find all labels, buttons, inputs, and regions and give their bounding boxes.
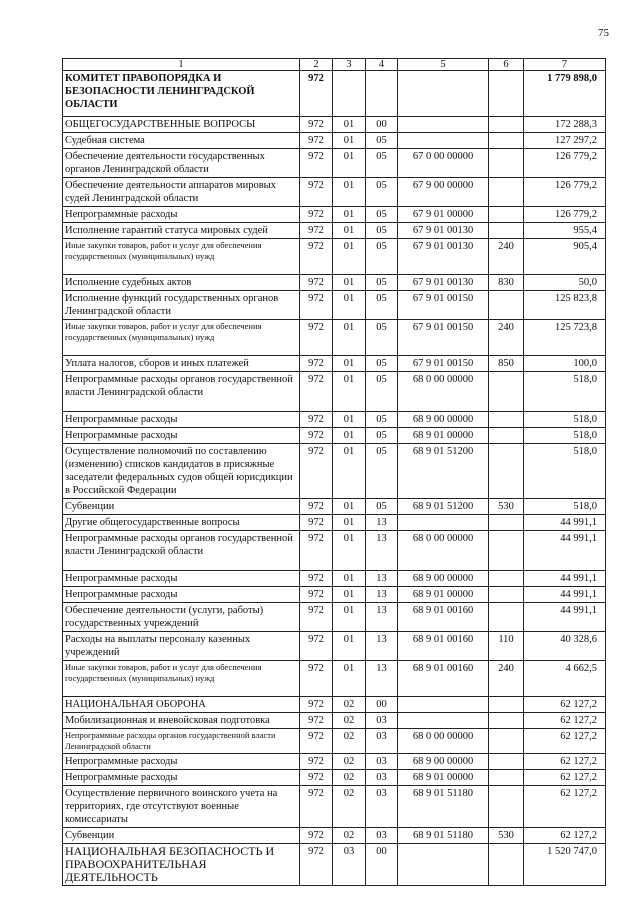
header-cell: 5: [398, 59, 489, 71]
code-cell: 972: [300, 754, 333, 770]
code-cell: 972: [300, 178, 333, 207]
expense-type-cell: 240: [489, 239, 524, 275]
expense-type-cell: [489, 571, 524, 587]
code-cell: 972: [300, 729, 333, 754]
header-cell: 2: [300, 59, 333, 71]
table-row: [63, 531, 606, 571]
section-cell: 01: [333, 223, 366, 239]
header-cell: 7: [524, 59, 606, 71]
budget-table: [62, 58, 606, 886]
target-article-cell: 68 0 00 00000: [398, 531, 489, 571]
item-name-cell: Иные закупки товаров, работ и услуг для обеспечения государственных (муниципальных) нужд: [63, 320, 300, 356]
table-row: [63, 571, 606, 587]
amount-cell: 44 991,1: [524, 571, 606, 587]
expense-type-cell: [489, 412, 524, 428]
code-cell: 972: [300, 239, 333, 275]
target-article-cell: 67 9 01 00000: [398, 207, 489, 223]
amount-cell: 4 662,5: [524, 661, 606, 697]
section-cell: 01: [333, 149, 366, 178]
table-row: [63, 320, 606, 356]
table-row: [63, 729, 606, 754]
section-cell: 02: [333, 770, 366, 786]
table-row: [63, 412, 606, 428]
subsection-cell: 05: [366, 149, 398, 178]
code-cell: 972: [300, 117, 333, 133]
section-cell: 02: [333, 713, 366, 729]
code-cell: 972: [300, 713, 333, 729]
amount-cell: 44 991,1: [524, 515, 606, 531]
subsection-cell: 00: [366, 844, 398, 886]
code-cell: 972: [300, 661, 333, 697]
subsection-cell: 13: [366, 603, 398, 632]
subsection-cell: 13: [366, 661, 398, 697]
item-name-cell: НАЦИОНАЛЬНАЯ ОБОРОНА: [63, 697, 300, 713]
section-cell: 01: [333, 515, 366, 531]
target-article-cell: 67 9 01 00150: [398, 356, 489, 372]
target-article-cell: 67 9 01 00130: [398, 223, 489, 239]
section-cell: 01: [333, 178, 366, 207]
expense-type-cell: [489, 697, 524, 713]
amount-cell: 62 127,2: [524, 729, 606, 754]
code-cell: 972: [300, 571, 333, 587]
code-cell: 972: [300, 133, 333, 149]
code-cell: 972: [300, 275, 333, 291]
subsection-cell: 13: [366, 632, 398, 661]
target-article-cell: [398, 71, 489, 117]
code-cell: 972: [300, 603, 333, 632]
item-name-cell: Уплата налогов, сборов и иных платежей: [63, 356, 300, 372]
table-row: [63, 372, 606, 412]
subsection-cell: 03: [366, 770, 398, 786]
item-name-cell: Исполнение судебных актов: [63, 275, 300, 291]
section-cell: 02: [333, 828, 366, 844]
amount-cell: 955,4: [524, 223, 606, 239]
expense-type-cell: [489, 729, 524, 754]
code-cell: 972: [300, 320, 333, 356]
subsection-cell: 05: [366, 372, 398, 412]
item-name-cell: Непрограммные расходы: [63, 587, 300, 603]
section-cell: 01: [333, 632, 366, 661]
table-row: [63, 754, 606, 770]
target-article-cell: 68 9 01 00160: [398, 632, 489, 661]
table-row: [63, 149, 606, 178]
table-header-row: [63, 59, 606, 71]
code-cell: 972: [300, 291, 333, 320]
table-row: [63, 428, 606, 444]
subsection-cell: 13: [366, 515, 398, 531]
expense-type-cell: [489, 178, 524, 207]
table-row: [63, 661, 606, 697]
amount-cell: 62 127,2: [524, 828, 606, 844]
code-cell: 972: [300, 697, 333, 713]
target-article-cell: 68 9 01 00000: [398, 770, 489, 786]
expense-type-cell: [489, 770, 524, 786]
item-name-cell: Непрограммные расходы: [63, 770, 300, 786]
target-article-cell: 68 9 01 00160: [398, 661, 489, 697]
amount-cell: 50,0: [524, 275, 606, 291]
code-cell: 972: [300, 844, 333, 886]
item-name-cell: Исполнение функций государственных органов Ленинградской области: [63, 291, 300, 320]
item-name-cell: Исполнение гарантий статуса мировых судей: [63, 223, 300, 239]
subsection-cell: 00: [366, 697, 398, 713]
header-cell: 1: [63, 59, 300, 71]
expense-type-cell: [489, 291, 524, 320]
section-cell: [333, 71, 366, 117]
item-name-cell: Осуществление полномочий по составлению (изменению) списков кандидатов в присяжные заседатели федеральных судов общей юрисдикции в Российской Федерации: [63, 444, 300, 499]
table-row: [63, 444, 606, 499]
subsection-cell: 05: [366, 275, 398, 291]
subsection-cell: 05: [366, 239, 398, 275]
item-name-cell: Иные закупки товаров, работ и услуг для обеспечения государственных (муниципальных) нужд: [63, 661, 300, 697]
code-cell: 972: [300, 428, 333, 444]
amount-cell: 518,0: [524, 428, 606, 444]
amount-cell: 44 991,1: [524, 603, 606, 632]
code-cell: 972: [300, 786, 333, 828]
subsection-cell: 05: [366, 499, 398, 515]
section-cell: 01: [333, 372, 366, 412]
amount-cell: 62 127,2: [524, 713, 606, 729]
section-cell: 01: [333, 531, 366, 571]
item-name-cell: Осуществление первичного воинского учета на территориях, где отсутствуют военные комиссариаты: [63, 786, 300, 828]
expense-type-cell: 850: [489, 356, 524, 372]
target-article-cell: 67 9 01 00150: [398, 320, 489, 356]
code-cell: 972: [300, 372, 333, 412]
header-cell: 6: [489, 59, 524, 71]
amount-cell: 127 297,2: [524, 133, 606, 149]
amount-cell: 126 779,2: [524, 207, 606, 223]
table-row: [63, 697, 606, 713]
target-article-cell: 68 9 01 00000: [398, 428, 489, 444]
item-name-cell: Непрограммные расходы органов государственной власти Ленинградской области: [63, 372, 300, 412]
item-name-cell: Иные закупки товаров, работ и услуг для обеспечения государственных (муниципальных) нужд: [63, 239, 300, 275]
subsection-cell: 05: [366, 133, 398, 149]
expense-type-cell: [489, 71, 524, 117]
table-row: [63, 239, 606, 275]
table-row: [63, 828, 606, 844]
target-article-cell: 68 9 01 51180: [398, 786, 489, 828]
item-name-cell: Обеспечение деятельности аппаратов мировых судей Ленинградской области: [63, 178, 300, 207]
expense-type-cell: [489, 603, 524, 632]
subsection-cell: [366, 71, 398, 117]
subsection-cell: 03: [366, 713, 398, 729]
item-name-cell: ОБЩЕГОСУДАРСТВЕННЫЕ ВОПРОСЫ: [63, 117, 300, 133]
subsection-cell: 05: [366, 412, 398, 428]
table-row: [63, 71, 606, 117]
expense-type-cell: [489, 786, 524, 828]
section-cell: 01: [333, 661, 366, 697]
item-name-cell: Непрограммные расходы: [63, 207, 300, 223]
code-cell: 972: [300, 223, 333, 239]
subsection-cell: 05: [366, 356, 398, 372]
section-cell: 01: [333, 356, 366, 372]
code-cell: 972: [300, 587, 333, 603]
item-name-cell: Непрограммные расходы органов государственной власти Ленинградской области: [63, 729, 300, 754]
amount-cell: 518,0: [524, 412, 606, 428]
code-cell: 972: [300, 444, 333, 499]
table-row: [63, 133, 606, 149]
expense-type-cell: 530: [489, 499, 524, 515]
amount-cell: 100,0: [524, 356, 606, 372]
section-cell: 01: [333, 603, 366, 632]
expense-type-cell: 240: [489, 661, 524, 697]
subsection-cell: 05: [366, 428, 398, 444]
table-row: [63, 178, 606, 207]
expense-type-cell: [489, 531, 524, 571]
code-cell: 972: [300, 412, 333, 428]
table-row: [63, 356, 606, 372]
table-row: [63, 207, 606, 223]
table-row: [63, 587, 606, 603]
amount-cell: 125 723,8: [524, 320, 606, 356]
table-row: [63, 770, 606, 786]
expense-type-cell: [489, 754, 524, 770]
target-article-cell: 68 9 01 00000: [398, 587, 489, 603]
code-cell: 972: [300, 828, 333, 844]
table-row: [63, 515, 606, 531]
section-cell: 01: [333, 412, 366, 428]
target-article-cell: [398, 117, 489, 133]
target-article-cell: 68 9 01 51200: [398, 444, 489, 499]
item-name-cell: Обеспечение деятельности (услуги, работы) государственных учреждений: [63, 603, 300, 632]
amount-cell: 44 991,1: [524, 531, 606, 571]
target-article-cell: 67 9 01 00150: [398, 291, 489, 320]
section-cell: 02: [333, 697, 366, 713]
subsection-cell: 13: [366, 531, 398, 571]
amount-cell: 125 823,8: [524, 291, 606, 320]
target-article-cell: 68 9 01 51200: [398, 499, 489, 515]
target-article-cell: 68 9 01 00160: [398, 603, 489, 632]
amount-cell: 62 127,2: [524, 754, 606, 770]
item-name-cell: Расходы на выплаты персоналу казенных учреждений: [63, 632, 300, 661]
expense-type-cell: 530: [489, 828, 524, 844]
table-row: [63, 786, 606, 828]
code-cell: 972: [300, 71, 333, 117]
target-article-cell: [398, 713, 489, 729]
item-name-cell: Мобилизационная и вневойсковая подготовка: [63, 713, 300, 729]
header-cell: 4: [366, 59, 398, 71]
expense-type-cell: 110: [489, 632, 524, 661]
section-cell: 01: [333, 207, 366, 223]
amount-cell: 172 288,3: [524, 117, 606, 133]
table-row: [63, 844, 606, 886]
expense-type-cell: [489, 444, 524, 499]
item-name-cell: Другие общегосударственные вопросы: [63, 515, 300, 531]
amount-cell: 1 520 747,0: [524, 844, 606, 886]
item-name-cell: Субвенции: [63, 828, 300, 844]
expense-type-cell: [489, 149, 524, 178]
expense-type-cell: [489, 117, 524, 133]
expense-type-cell: [489, 133, 524, 149]
item-name-cell: Непрограммные расходы: [63, 571, 300, 587]
subsection-cell: 05: [366, 291, 398, 320]
table-row: [63, 275, 606, 291]
table-row: [63, 117, 606, 133]
code-cell: 972: [300, 149, 333, 178]
code-cell: 972: [300, 770, 333, 786]
code-cell: 972: [300, 515, 333, 531]
subsection-cell: 03: [366, 729, 398, 754]
target-article-cell: [398, 697, 489, 713]
header-cell: 3: [333, 59, 366, 71]
target-article-cell: 68 9 00 00000: [398, 571, 489, 587]
code-cell: 972: [300, 499, 333, 515]
target-article-cell: 68 9 00 00000: [398, 754, 489, 770]
subsection-cell: 05: [366, 207, 398, 223]
item-name-cell: Непрограммные расходы органов государственной власти Ленинградской области: [63, 531, 300, 571]
amount-cell: 518,0: [524, 372, 606, 412]
amount-cell: 62 127,2: [524, 770, 606, 786]
subsection-cell: 00: [366, 117, 398, 133]
amount-cell: 1 779 898,0: [524, 71, 606, 117]
expense-type-cell: [489, 587, 524, 603]
section-cell: 02: [333, 754, 366, 770]
section-cell: 01: [333, 133, 366, 149]
target-article-cell: 68 9 01 51180: [398, 828, 489, 844]
subsection-cell: 05: [366, 178, 398, 207]
target-article-cell: 67 0 00 00000: [398, 149, 489, 178]
section-cell: 03: [333, 844, 366, 886]
table-row: [63, 713, 606, 729]
amount-cell: 44 991,1: [524, 587, 606, 603]
subsection-cell: 05: [366, 223, 398, 239]
target-article-cell: [398, 515, 489, 531]
subsection-cell: 03: [366, 754, 398, 770]
amount-cell: 62 127,2: [524, 786, 606, 828]
expense-type-cell: [489, 844, 524, 886]
target-article-cell: 67 9 01 00130: [398, 275, 489, 291]
subsection-cell: 13: [366, 571, 398, 587]
code-cell: 972: [300, 207, 333, 223]
section-cell: 01: [333, 320, 366, 356]
table-row: [63, 499, 606, 515]
subsection-cell: 03: [366, 828, 398, 844]
expense-type-cell: [489, 428, 524, 444]
expense-type-cell: 830: [489, 275, 524, 291]
target-article-cell: 68 0 00 00000: [398, 729, 489, 754]
item-name-cell: Непрограммные расходы: [63, 754, 300, 770]
section-cell: 02: [333, 729, 366, 754]
subsection-cell: 05: [366, 444, 398, 499]
target-article-cell: 68 9 00 00000: [398, 412, 489, 428]
section-cell: 01: [333, 444, 366, 499]
expense-type-cell: [489, 372, 524, 412]
item-name-cell: Судебная система: [63, 133, 300, 149]
item-name-cell: КОМИТЕТ ПРАВОПОРЯДКА И БЕЗОПАСНОСТИ ЛЕНИНГРАДСКОЙ ОБЛАСТИ: [63, 71, 300, 117]
amount-cell: 126 779,2: [524, 149, 606, 178]
subsection-cell: 03: [366, 786, 398, 828]
expense-type-cell: [489, 713, 524, 729]
code-cell: 972: [300, 356, 333, 372]
item-name-cell: Непрограммные расходы: [63, 412, 300, 428]
target-article-cell: 67 9 01 00130: [398, 239, 489, 275]
section-cell: 01: [333, 499, 366, 515]
item-name-cell: Субвенции: [63, 499, 300, 515]
target-article-cell: 67 9 00 00000: [398, 178, 489, 207]
amount-cell: 62 127,2: [524, 697, 606, 713]
section-cell: 01: [333, 428, 366, 444]
table-row: [63, 223, 606, 239]
amount-cell: 905,4: [524, 239, 606, 275]
target-article-cell: 68 0 00 00000: [398, 372, 489, 412]
expense-type-cell: [489, 207, 524, 223]
target-article-cell: [398, 133, 489, 149]
table-row: [63, 291, 606, 320]
code-cell: 972: [300, 531, 333, 571]
amount-cell: 518,0: [524, 499, 606, 515]
section-cell: 01: [333, 275, 366, 291]
target-article-cell: [398, 844, 489, 886]
section-cell: 02: [333, 786, 366, 828]
section-cell: 01: [333, 239, 366, 275]
page-number: 75: [598, 27, 609, 39]
section-cell: 01: [333, 291, 366, 320]
amount-cell: 40 328,6: [524, 632, 606, 661]
section-cell: 01: [333, 571, 366, 587]
item-name-cell: Обеспечение деятельности государственных органов Ленинградской области: [63, 149, 300, 178]
table-row: [63, 603, 606, 632]
subsection-cell: 13: [366, 587, 398, 603]
code-cell: 972: [300, 632, 333, 661]
expense-type-cell: [489, 223, 524, 239]
expense-type-cell: [489, 515, 524, 531]
item-name-cell: НАЦИОНАЛЬНАЯ БЕЗОПАСНОСТЬ И ПРАВООХРАНИТЕЛЬНАЯ ДЕЯТЕЛЬНОСТЬ: [63, 844, 300, 886]
amount-cell: 518,0: [524, 444, 606, 499]
amount-cell: 126 779,2: [524, 178, 606, 207]
subsection-cell: 05: [366, 320, 398, 356]
item-name-cell: Непрограммные расходы: [63, 428, 300, 444]
section-cell: 01: [333, 117, 366, 133]
section-cell: 01: [333, 587, 366, 603]
table-row: [63, 632, 606, 661]
expense-type-cell: 240: [489, 320, 524, 356]
